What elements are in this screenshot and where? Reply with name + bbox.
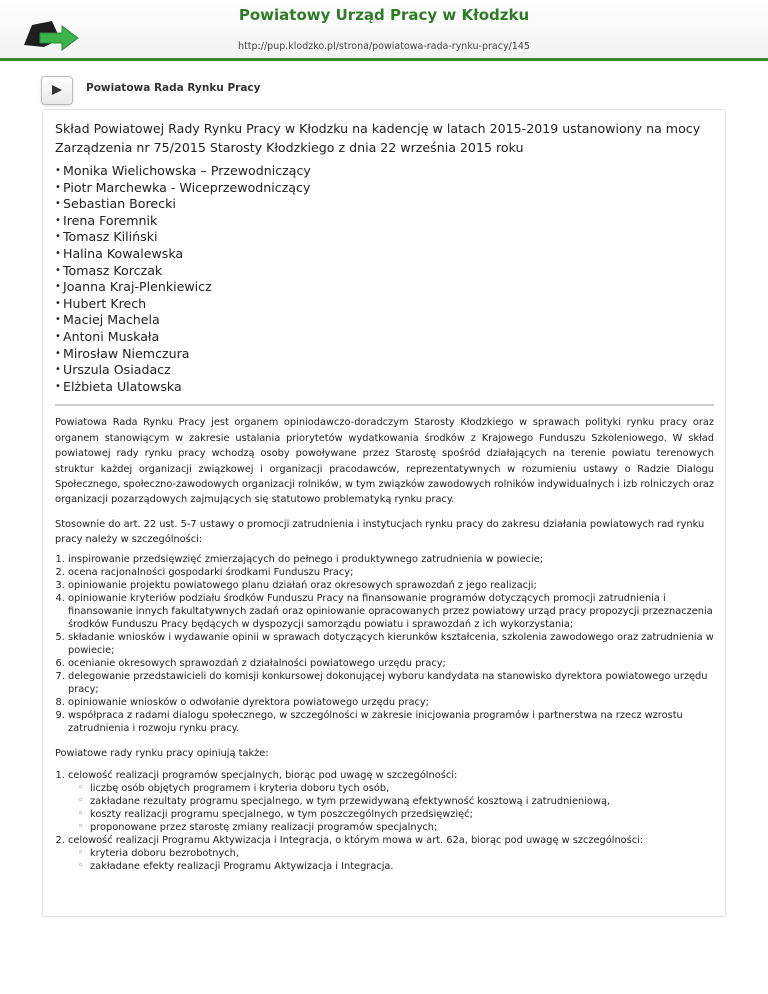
opinion-text: celowość realizacji Programu Aktywizacja i Integracja, o którym mowa w art. 62a, biorąc pod uwagę w szczególności: xyxy=(68,834,644,846)
member-item: • Piotr Marchewka - Wiceprzewodniczący xyxy=(55,180,714,197)
member-item: • Antoni Muskała xyxy=(55,329,714,346)
task-item: 3. opiniowanie projektu powiatowego planu działań oraz okresowych sprawozdań z jego realizacji; xyxy=(68,579,714,592)
task-item: 7. delegowanie przedstawicieli do komisji konkursowej dokonującej wyboru kandydata na stanowisko dyrektora powiatowego urzędu pracy; xyxy=(68,670,714,696)
member-item: • Urszula Osiadacz xyxy=(55,362,714,379)
member-item: • Tomasz Korczak xyxy=(55,263,714,280)
member-item: • Monika Wielichowska – Przewodniczący xyxy=(55,163,714,180)
member-item: • Halina Kowalewska xyxy=(55,246,714,263)
member-item: • Tomasz Kiliński xyxy=(55,229,714,246)
opinion-text: celowość realizacji programów specjalnych, biorąc pod uwagę w szczególności: xyxy=(68,769,458,781)
council-intro: Skład Powiatowej Rady Rynku Pracy w Kłodzku na kadencję w latach 2015-2019 ustanowiony na mocy Zarządzenia nr 75/2015 Starosty Kłodzkiego z dnia 22 września 2015 roku xyxy=(55,121,701,155)
council-description: Powiatowa Rada Rynku Pracy jest organem opiniodawczo-doradczym Starosty Kłodzkiego w sprawach polityki rynku pracy oraz organem stanowiącym w zakresie ustalania priorytetów wydatkowania środków z Krajowego Funduszu Szkoleniowego. W skład powiatowej rady rynku pracy wchodzą osoby powoływane przez Starostę spośród działających na terenie powiatu terenowych struktur każdej organizacji związkowej i organizacji pracodawców, reprezentatywnych w rozumieniu ustawy o Radzie Dialogu Społecznego, społeczno-zawodowych organizacji rolników, w tym związków zawodowych rolników indywidualnych i izb rolniczych oraz organizacji pozarządowych zajmujących się statutowo problematyką rynku pracy. xyxy=(55,417,714,506)
opinion-subitem: ◦ zakładane efekty realizacji Programu Aktywizacja i Integracja. xyxy=(78,860,714,873)
arrow-right-icon xyxy=(51,84,63,96)
task-item: 4. opiniowanie kryteriów podziału środków Funduszu Pracy na finansowanie programów dotyczących promocji zatrudnienia i finansowanie innych fakultatywnych zadań oraz opiniowanie opracowanych przez powiatowy urząd pracy propozycji przeznaczenia środków Funduszu Pracy będących w dyspozycji samorządu powiatu i sprawozdań z ich wykorzystania; xyxy=(68,592,714,631)
opinion-item xyxy=(68,769,714,834)
opinion-subitem: ◦ zakładane rezultaty programu specjalnego, w tym przewidywaną efektywność kosztową i zatrudnieniową, xyxy=(78,795,714,808)
breadcrumb xyxy=(0,72,768,112)
opinion-sublist xyxy=(68,782,714,834)
opinion-subitem: ◦ liczbę osób objętych programem i kryteria doboru tych osób, xyxy=(78,782,714,795)
nav-arrow-button[interactable] xyxy=(41,76,73,105)
opinions-intro: Powiatowe rady rynku pracy opiniują także: xyxy=(55,747,269,759)
task-item: 2. ocena racjonalności gospodarki środkami Funduszu Pracy; xyxy=(68,566,714,579)
site-title: Powiatowy Urząd Pracy w Kłodzku xyxy=(238,6,530,24)
tasks-list xyxy=(55,553,714,735)
member-item: • Joanna Kraj-Plenkiewicz xyxy=(55,279,714,296)
page-title: Powiatowa Rada Rynku Pracy xyxy=(86,82,261,94)
opinion-subitem: ◦ proponowane przez starostę zmiany realizacji programów specjalnych; xyxy=(78,821,714,834)
divider xyxy=(55,404,714,406)
members-list xyxy=(55,163,714,395)
task-item: 1. inspirowanie przedsięwzięć zmierzających do pełnego i produktywnego zatrudnienia w powiecie; xyxy=(68,553,714,566)
member-item: • Hubert Krech xyxy=(55,296,714,313)
content-box xyxy=(42,109,726,917)
member-item: • Mirosław Niemczura xyxy=(55,346,714,363)
opinion-sublist xyxy=(68,847,714,873)
opinions-list xyxy=(55,769,714,873)
opinion-item xyxy=(68,834,714,873)
task-item: 9. współpraca z radami dialogu społecznego, w szczególności w zakresie inicjowania programów i partnerstwa na rzecz wzrostu zatrudnienia i rozwoju rynku pracy. xyxy=(68,709,714,735)
tasks-intro: Stosownie do art. 22 ust. 5-7 ustawy o promocji zatrudnienia i instytucjach rynku pracy do zakresu działania powiatowych rad rynku pracy należy w szczególności: xyxy=(55,518,705,546)
member-item: • Sebastian Borecki xyxy=(55,196,714,213)
page-header xyxy=(0,0,768,61)
task-item: 6. ocenianie okresowych sprawozdań z działalności powiatowego urzędu pracy; xyxy=(68,657,714,670)
task-item: 8. opiniowanie wniosków o odwołanie dyrektora powiatowego urzędu pracy; xyxy=(68,696,714,709)
page-url: http://pup.klodzko.pl/strona/powiatowa-rada-rynku-pracy/145 xyxy=(238,41,530,52)
opinion-subitem: ◦ kryteria doboru bezrobotnych, xyxy=(78,847,714,860)
member-item: • Irena Foremnik xyxy=(55,213,714,230)
task-item: 5. składanie wniosków i wydawanie opinii w sprawach dotyczących kierunków kształcenia, szkolenia zawodowego oraz zatrudnienia w powiecie; xyxy=(68,631,714,657)
member-item: • Maciej Machela xyxy=(55,312,714,329)
member-item: • Elżbieta Ulatowska xyxy=(55,379,714,396)
opinion-subitem: ◦ koszty realizacji programu specjalnego, w tym poszczególnych przedsięwzięć; xyxy=(78,808,714,821)
